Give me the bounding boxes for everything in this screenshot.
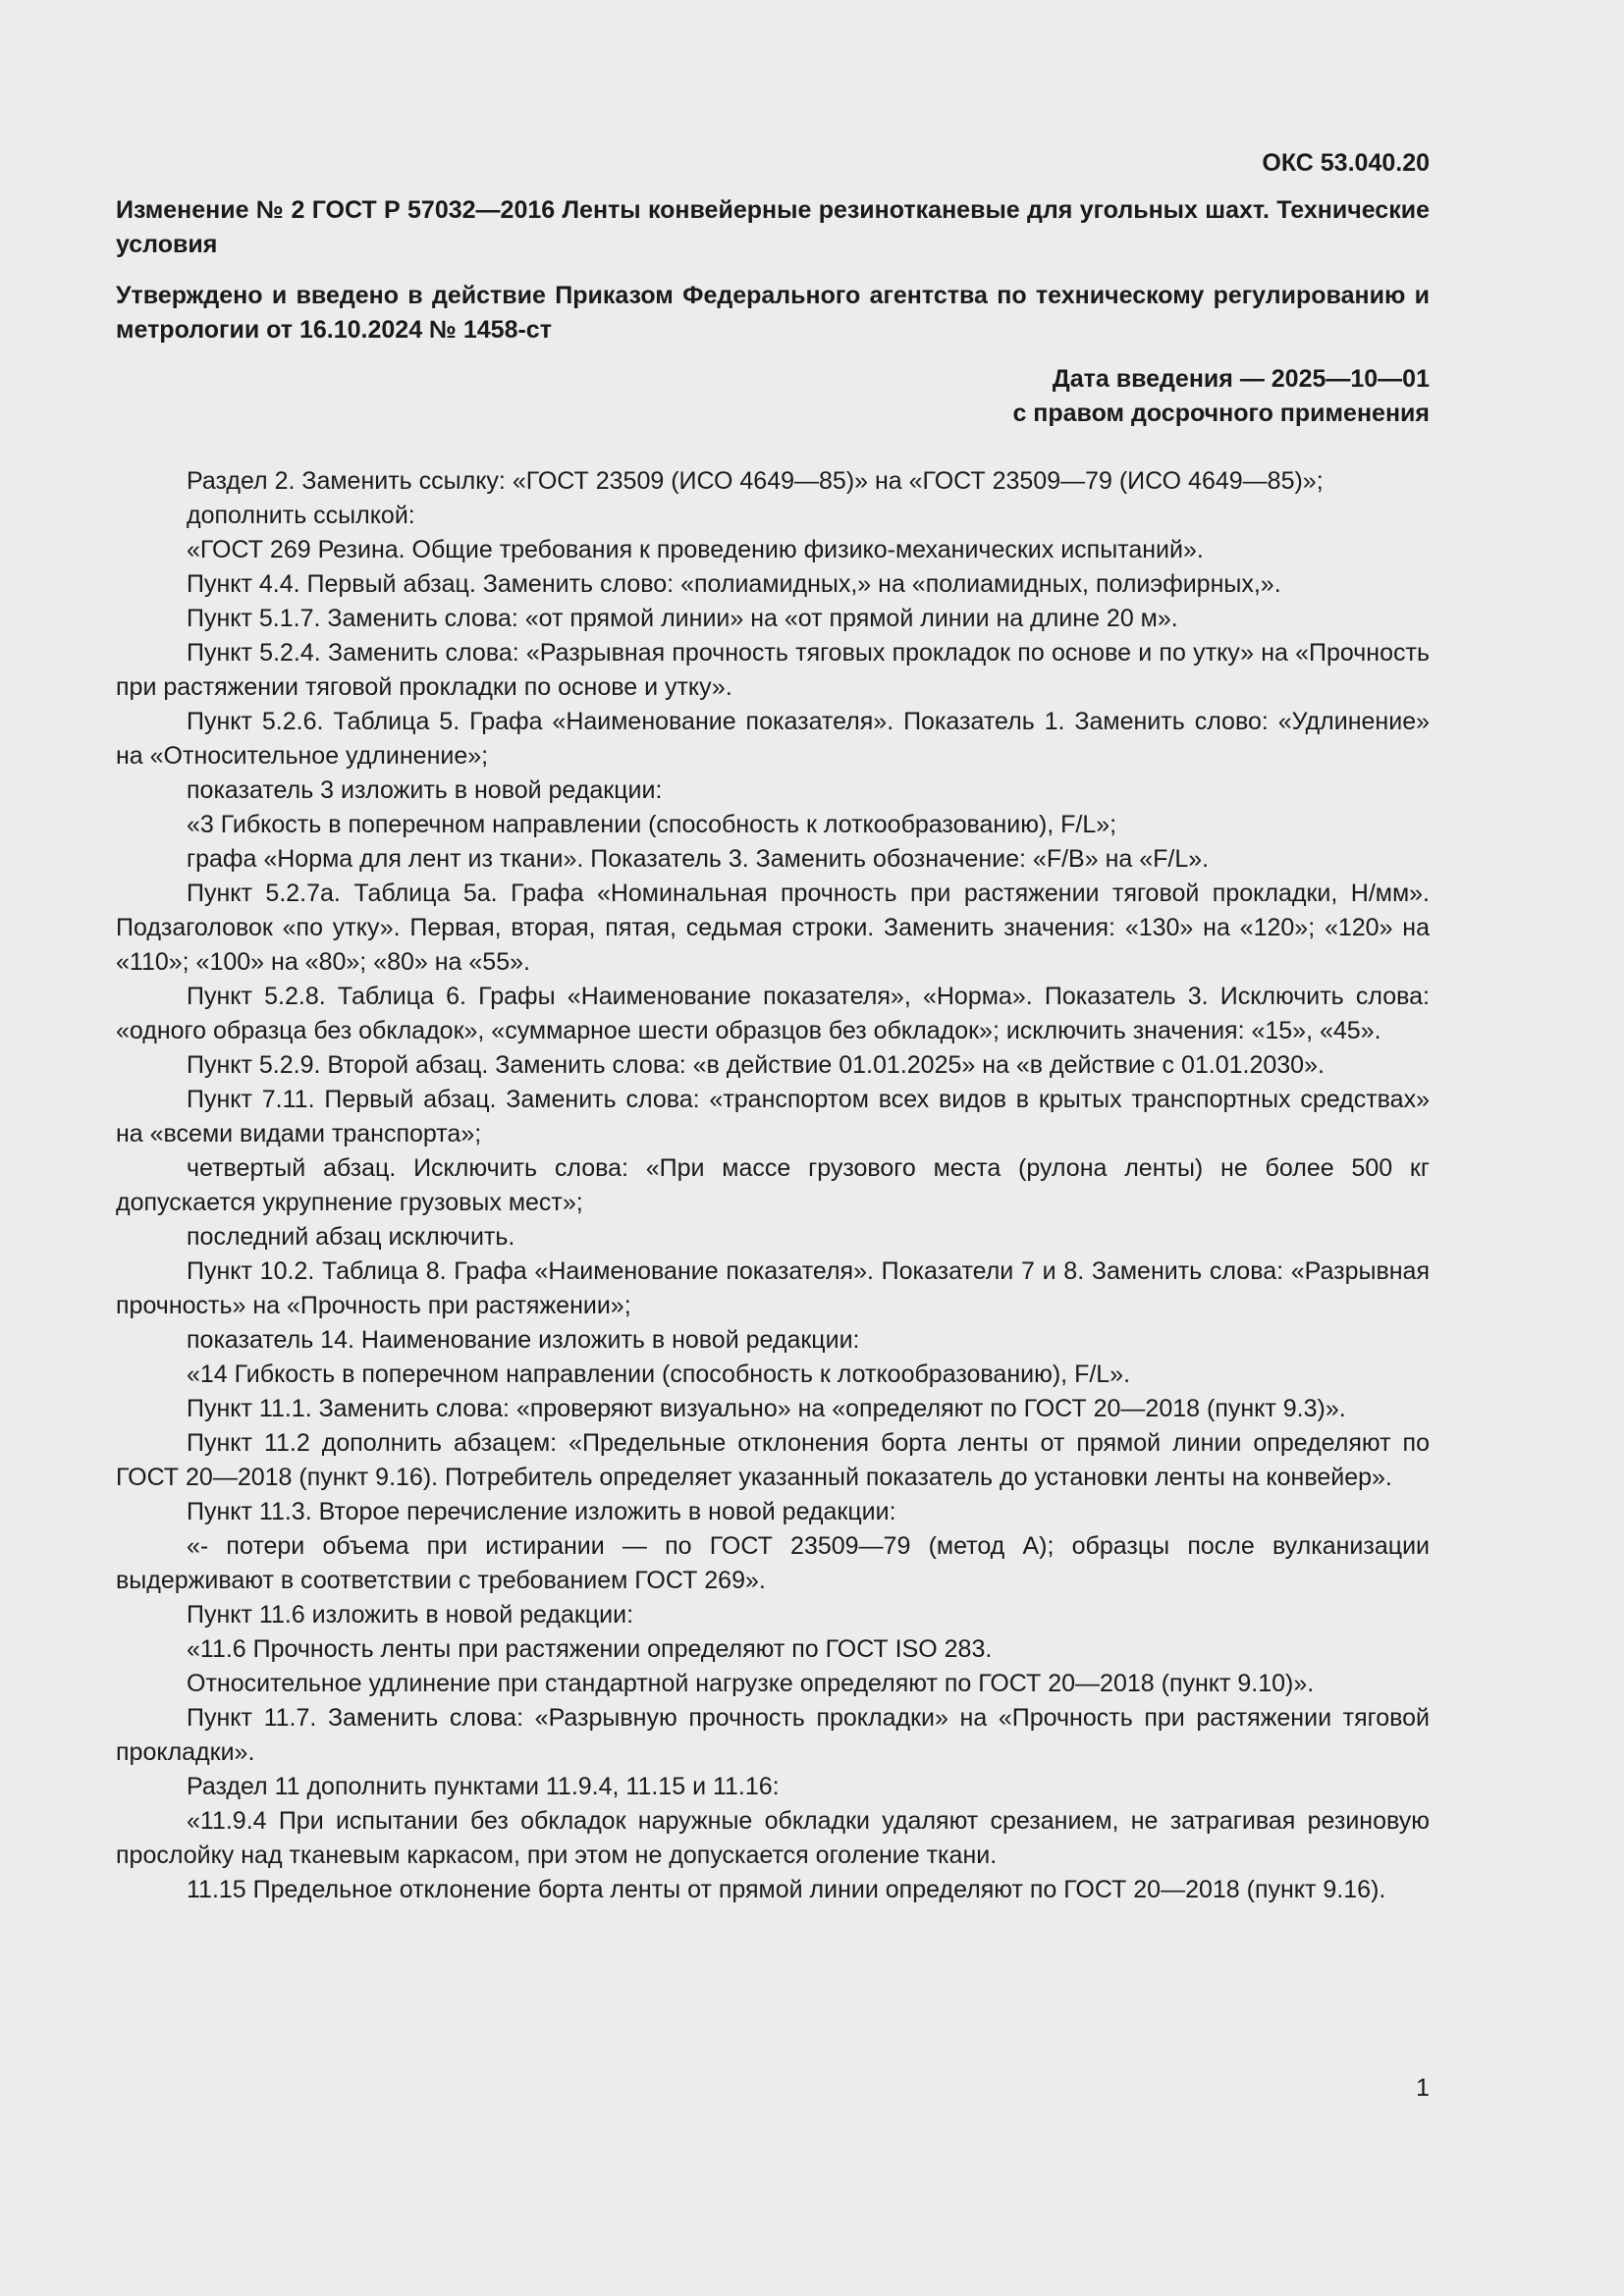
paragraph: Пункт 11.3. Второе перечисление изложить в новой редакции: (187, 1498, 896, 1525)
paragraph: 11.15 Предельное отклонение борта ленты от прямой линии определяют по ГОСТ 20—2018 (пункт 9.16). (187, 1876, 1386, 1903)
paragraph: Раздел 2. Заменить ссылку: «ГОСТ 23509 (ИСО 4649—85)» на «ГОСТ 23509—79 (ИСО 4649—85)»; (187, 467, 1324, 495)
paragraph: последний абзац исключить. (187, 1223, 515, 1251)
paragraph: «3 Гибкость в поперечном направлении (способность к лоткообразованию), F/L»; (187, 811, 1117, 838)
paragraph: Пункт 5.2.7а. Таблица 5а. Графа «Номинальная прочность при растяжении тяговой прокладки, Н/мм». Подзаголовок «по утку». Первая, вторая, пятая, седьмая строки. Заменить значения: «130» на «120»; «120» на «110»; «100» на «80»; «80» на «55». (116, 880, 1430, 976)
paragraph: «11.9.4 При испытании без обкладок наружные обкладки удаляют срезанием, не затрагивая резиновую прослойку над тканевым каркасом, при этом не допускается оголение ткани. (116, 1807, 1430, 1869)
paragraph: Пункт 10.2. Таблица 8. Графа «Наименование показателя». Показатели 7 и 8. Заменить слова: «Разрывная прочность» на «Прочность при растяжении»; (116, 1257, 1430, 1319)
paragraph: показатель 14. Наименование изложить в новой редакции: (187, 1326, 860, 1354)
paragraph: «- потери объема при истирании — по ГОСТ 23509—79 (метод А); образцы после вулканизации выдерживают в соответствии с требованием ГОСТ 269». (116, 1532, 1430, 1594)
paragraph: «ГОСТ 269 Резина. Общие требования к проведению физико-механических испытаний». (187, 536, 1204, 563)
paragraph: Пункт 4.4. Первый абзац. Заменить слово: «полиамидных,» на «полиамидных, полиэфирных,». (187, 570, 1281, 598)
document-title: Изменение № 2 ГОСТ Р 57032—2016 Ленты конвейерные резинотканевые для угольных шахт. Технические условия (116, 196, 1430, 258)
paragraph: Пункт 11.6 изложить в новой редакции: (187, 1601, 634, 1629)
paragraph: показатель 3 изложить в новой редакции: (187, 776, 663, 804)
document-page (116, 145, 1430, 2256)
paragraph: четвертый абзац. Исключить слова: «При массе грузового места (рулона ленты) не более 500 кг допускается укрупнение грузовых мест»; (116, 1154, 1430, 1216)
paragraph: «11.6 Прочность ленты при растяжении определяют по ГОСТ ISO 283. (187, 1635, 993, 1663)
paragraph: Пункт 11.2 дополнить абзацем: «Предельные отклонения борта ленты от прямой линии определяют по ГОСТ 20—2018 (пункт 9.16). Потребитель определяет указанный показатель до установки ленты на конвейер». (116, 1429, 1430, 1491)
paragraph: Относительное удлинение при стандартной нагрузке определяют по ГОСТ 20—2018 (пункт 9.10)». (187, 1670, 1315, 1697)
effective-date-block (116, 362, 1430, 431)
amendment-body (116, 464, 1430, 1907)
early-application-note: с правом досрочного применения (1012, 400, 1430, 427)
oks-code: ОКС 53.040.20 (1262, 149, 1430, 177)
paragraph: Пункт 5.2.8. Таблица 6. Графы «Наименование показателя», «Норма». Показатель 3. Исключить слова: «одного образца без обкладок», «суммарное шести образцов без обкладок»; исключить значения: «15», «45». (116, 983, 1430, 1044)
paragraph: Пункт 5.1.7. Заменить слова: «от прямой линии» на «от прямой линии на длине 20 м». (187, 605, 1178, 632)
paragraph: Пункт 5.2.6. Таблица 5. Графа «Наименование показателя». Показатель 1. Заменить слово: «Удлинение» на «Относительное удлинение»; (116, 708, 1430, 770)
page-number: 1 (1416, 2074, 1430, 2102)
paragraph: Пункт 11.7. Заменить слова: «Разрывную прочность прокладки» на «Прочность при растяжении тяговой прокладки». (116, 1704, 1430, 1766)
approval-statement: Утверждено и введено в действие Приказом Федерального агентства по техническому регулированию и метрологии от 16.10.2024 № 1458-ст (116, 282, 1430, 344)
effective-date: Дата введения — 2025—10—01 (1052, 365, 1430, 393)
paragraph: Раздел 11 дополнить пунктами 11.9.4, 11.15 и 11.16: (187, 1773, 780, 1800)
paragraph: Пункт 7.11. Первый абзац. Заменить слова: «транспортом всех видов в крытых транспортных средствах» на «всеми видами транспорта»; (116, 1086, 1430, 1148)
paragraph: «14 Гибкость в поперечном направлении (способность к лоткообразованию), F/L». (187, 1361, 1131, 1388)
paragraph: Пункт 5.2.9. Второй абзац. Заменить слова: «в действие 01.01.2025» на «в действие с 01.01.2030». (187, 1051, 1325, 1079)
paragraph: Пункт 5.2.4. Заменить слова: «Разрывная прочность тяговых прокладок по основе и по утку» на «Прочность при растяжении тяговой прокладки по основе и утку». (116, 639, 1430, 701)
paragraph: графа «Норма для лент из ткани». Показатель 3. Заменить обозначение: «F/B» на «F/L». (187, 845, 1210, 873)
paragraph: дополнить ссылкой: (187, 502, 415, 529)
paragraph: Пункт 11.1. Заменить слова: «проверяют визуально» на «определяют по ГОСТ 20—2018 (пункт 9.3)». (187, 1395, 1346, 1422)
